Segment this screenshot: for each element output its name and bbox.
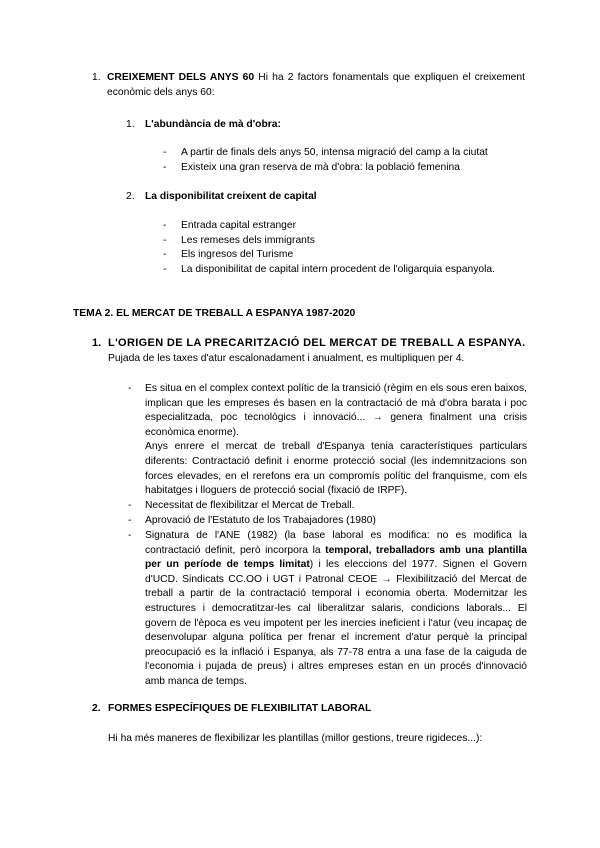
sub1-bullet1	[145, 382, 527, 499]
sub1-number: 1.	[92, 337, 102, 349]
factor2-title: La disponibilitat creixent de capital	[145, 191, 317, 202]
bullet-dash: -	[163, 235, 167, 246]
bullet-dash: -	[163, 249, 167, 260]
sub1-bullet3: Aprovació de l'Estatuto de los Trabajadores (1980)	[145, 515, 376, 526]
sub1-bullet2: Necessitat de flexibilitzar el Mercat de Treball.	[145, 500, 355, 511]
sub1-bullet4	[145, 529, 527, 690]
sub2-title: FORMES ESPECÍFIQUES DE FLEXIBILITAT LABORAL	[108, 703, 372, 714]
bullet-dash: -	[128, 515, 132, 526]
factor1-number: 1.	[126, 119, 135, 130]
bullet-dash: -	[163, 162, 167, 173]
tema2-heading: TEMA 2. EL MERCAT DE TREBALL A ESPANYA 1987-2020	[73, 308, 356, 319]
section1-number: 1.	[92, 72, 101, 83]
factor1-item: A partir de finals dels anys 50, intensa migració del camp a la ciutat	[181, 147, 488, 158]
factor2-item: Entrada capital estranger	[181, 220, 297, 231]
factor2-item: Les remeses dels immigrants	[181, 235, 315, 246]
factor1-item: Existeix una gran reserva de mà d'obra: la població femenina	[181, 162, 460, 173]
sub1-subtitle: Pujada de les taxes d'atur escalonadament i anualment, es multipliquen per 4.	[108, 353, 465, 364]
bullet-dash: -	[163, 264, 167, 275]
bullet-dash: -	[128, 530, 132, 541]
bullet-dash: -	[128, 500, 132, 511]
bullet-dash: -	[163, 220, 167, 231]
sub1-bullet4-bold: temporal, treballadors amb una plantilla per un període de temps limitat	[145, 544, 527, 571]
sub1-bullet4-b: ) i les eleccions del 1977. Signen el Govern d'UCD. Sindicats CC.OO i UGT i Patronal CEOE → Flexibilització del Mercat de treball a partir de la contractació temporal i economia oberta. Modernitzar les estructures i democratitzar-les cal liberalitzar salaris, condicions laborals... El govern de l'època es veu impotent per les inercies ineficient i l'atur (veu incapaç de desenvolupar alguna política per frenar el increment d'atur perquè la principal preocupació es la inflació i Espanya, als 77-78 entra a una fase de la caiguda de l'economia i pujada de preus) i altres empreses estan en un procés d'innovació amb manca de temps.	[145, 559, 528, 687]
sub1-title: L'ORIGEN DE LA PRECARITZACIÓ DEL MERCAT DE TREBALL A ESPANYA.	[108, 337, 526, 349]
factor2-item: La disponibilitat de capital intern procedent de l'oligarquia espanyola.	[181, 264, 495, 275]
section1-intro: Hi ha 2 factors fonamentals que expliquen el creixement econòmic dels anys 60:	[107, 72, 525, 98]
bullet-dash: -	[163, 147, 167, 158]
sub2-text: Hi ha més maneres de flexibilizar les plantillas (millor gestions, treure rigideces...):	[108, 733, 483, 744]
sub1-bullet4-a: Signatura de l'ANE (1982) (la base laboral es modifica: no es modifica la contractació definit, però incorpora la	[145, 530, 527, 556]
section1-title: CREIXEMENT DELS ANYS 60	[107, 72, 255, 83]
sub2-number: 2.	[92, 703, 101, 714]
factor1-title: L'abundància de mà d'obra:	[145, 119, 281, 130]
sub1-bullet1-p2: Anys enrere el mercat de treball d'Espanya tenia característiques particulars diferents: Contractació definit i enorme protecció social (les indemnitzacions son forces elevades, en el rerefons era un compromís polític del franquisme, com els habitatges i lloguers de protecció social (fixació de IRPF).	[145, 441, 527, 497]
factor2-item: Els ingresos del Turisme	[181, 249, 294, 260]
bullet-dash: -	[128, 383, 132, 394]
sub1-bullet1-p1: Es situa en el complex context polític de la transició (règim en els sous eren baixos, implican que les empreses és basen en la contractació de mà d'obra barata i poc especialitzada, poc tecnològics i innovació... → genera finalment una crisis econòmica enorme).	[145, 383, 527, 438]
factor2-number: 2.	[126, 191, 135, 202]
section1-paragraph	[107, 71, 525, 100]
